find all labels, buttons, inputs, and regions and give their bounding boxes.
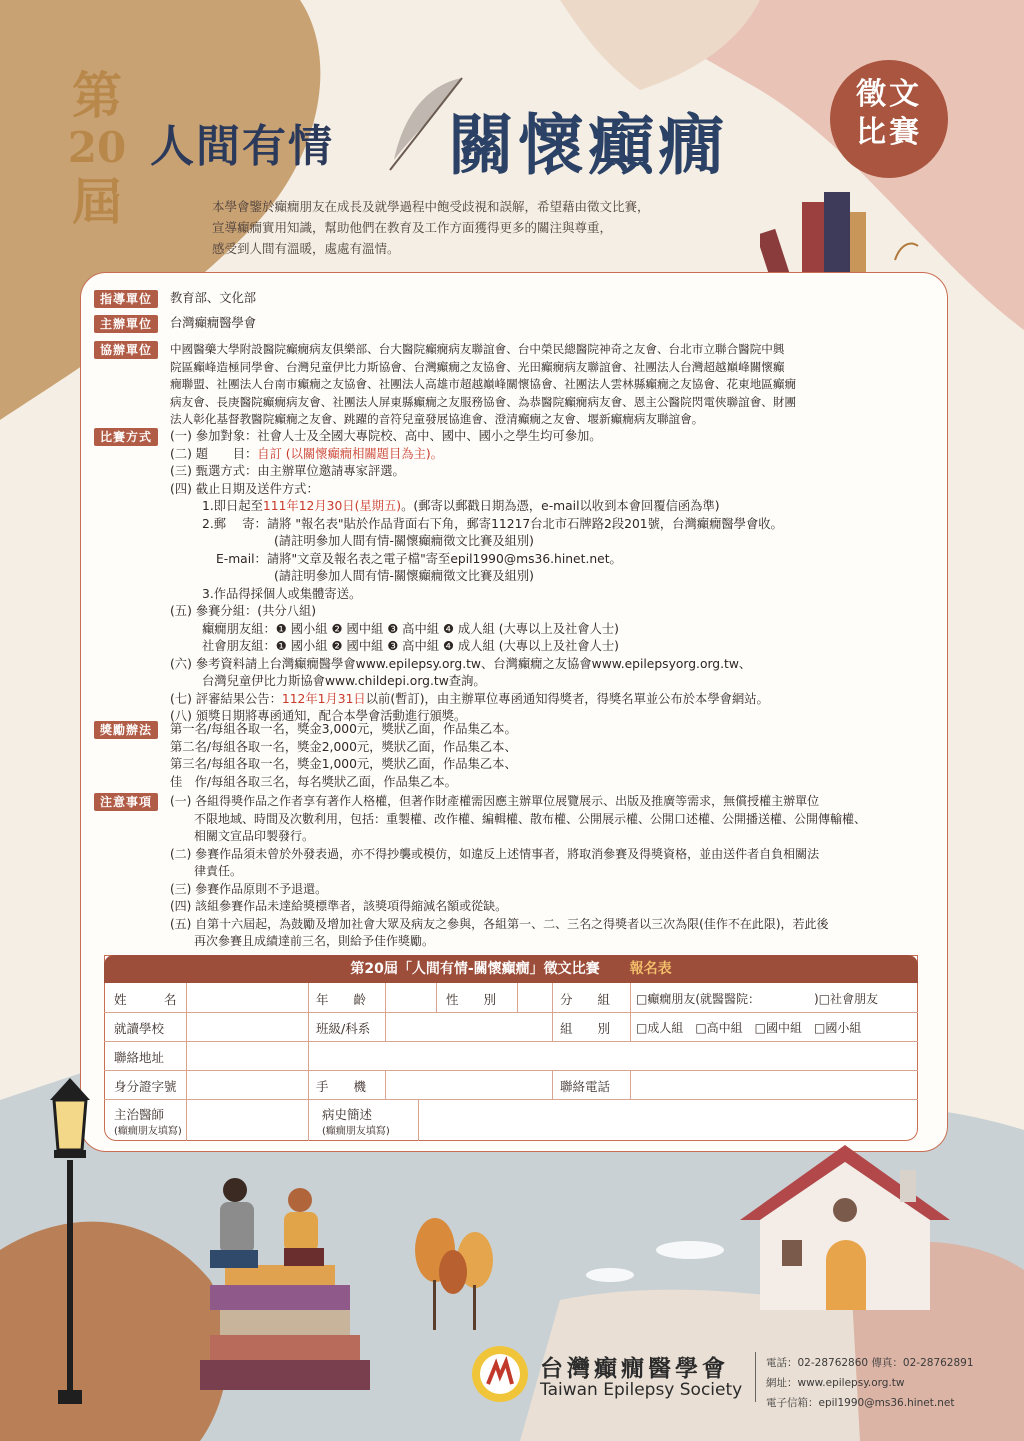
form-divider (186, 983, 187, 1141)
phone-label: 聯絡電話 (560, 1079, 611, 1094)
society-logo (470, 1344, 530, 1404)
name-label: 姓 名 (114, 992, 177, 1007)
notes-text (170, 793, 866, 951)
method-line (170, 446, 783, 464)
form-subtitle: 報名表 (629, 961, 672, 977)
method-topic: 自訂 (以關懷癲癇相關題目為主)。 (257, 446, 443, 461)
method-line: (五) 參賽分組：(共分八組) (170, 604, 317, 618)
contest-badge (830, 60, 948, 178)
form-divider (104, 1070, 918, 1071)
method-line: (請註明參加人間有情-關懷癲癇徵文比賽及組別) (274, 534, 534, 548)
host-label: 主辦單位 (94, 315, 158, 333)
deadline-prefix: 1.即日起至 (202, 499, 263, 513)
intro-line: 感受到人間有溫暖，處處有溫情。 (212, 241, 400, 256)
org-name-en: Taiwan Epilepsy Society (540, 1380, 743, 1400)
group-label: 分 組 (560, 992, 611, 1007)
title-part-1: 人間有情 (150, 121, 334, 172)
notes-line: (二) 參賽作品須未曾於外發表過，亦不得抄襲或模仿，如違反上述情事者，將取消參賽及得獎資格，並由送件者自負相關法 (170, 846, 820, 861)
guide-text: 教育部、文化部 (170, 291, 257, 305)
method-line: (請註明參加人間有情-關懷癲癇徵文比賽及組別) (274, 569, 534, 583)
method-topic-label: (二) 題 目： (170, 446, 258, 461)
co-line: 病友會、長庚醫院癲癇病友會、社團法人屏東縣癲癇之友服務協會、為恭醫院癲癇病友會、恩主公醫院閃電俠聯誼會、財團 (170, 394, 797, 409)
edition-char-2: 屆 (72, 171, 122, 231)
award-line: 第一名/每組各取一名，獎金3,000元，獎狀乙面，作品集乙本。 (170, 722, 517, 736)
group-options[interactable]: □癲癇朋友(就醫醫院： )□社會朋友 (636, 992, 879, 1006)
co-line: 院區癲峰造極同學會、台灣兒童伊比力斯協會、台灣癲癇之友協會、光田癲癇病友聯誼會、社團法人台灣超越巔峰關懷癲 (170, 359, 785, 374)
org-name-cn: 台灣癲癇醫學會 (540, 1356, 729, 1382)
contact-phone: 電話：02-28762860 傳真：02-28762891 (766, 1357, 974, 1369)
guide-label: 指導單位 (94, 290, 158, 308)
edition-label (62, 66, 132, 231)
method-label: 比賽方式 (94, 428, 158, 446)
form-divider (418, 1099, 419, 1141)
contact-email[interactable]: 電子信箱：epil1990@ms36.hinet.net (766, 1397, 955, 1409)
notes-line: (五) 自第十六屆起，為鼓勵及增加社會大眾及病友之參與，各組第一、二、三名之得獎者以三次為限(佳作不在此限)，若此後 (170, 916, 829, 931)
form-divider (436, 983, 437, 1012)
method-line: 3.作品得採個人或集體寄送。 (202, 586, 362, 601)
result-suffix: 以前(暫訂)，由主辦單位專函通知得獎者，得獎名單並公布於本學會網站。 (365, 691, 769, 706)
street-lamp-illustration (40, 1070, 100, 1410)
notes-line: 相關文宣品印製發行。 (170, 829, 315, 843)
form-divider (104, 1041, 918, 1042)
school-label: 就讀學校 (114, 1021, 165, 1036)
footer-divider (755, 1352, 756, 1402)
method-line: (四) 截止日期及送件方式： (170, 481, 319, 496)
intro-line: 宣導癲癇實用知識，幫助他們在教育及工作方面獲得更多的關注與尊重， (212, 220, 613, 235)
badge-line-2: 比賽 (856, 114, 922, 150)
method-line (170, 498, 783, 516)
intro-text (212, 196, 772, 259)
host-text: 台灣癲癇醫學會 (170, 316, 257, 330)
award-text (170, 721, 517, 791)
age-label: 年 齡 (316, 992, 367, 1007)
method-line: E-mail：請將"文章及報名表之電子檔"寄至epil1990@ms36.hinet.net。 (216, 551, 622, 566)
trees-illustration (405, 1210, 505, 1330)
form-divider (517, 983, 518, 1012)
result-date: 112年1月31日 (281, 691, 366, 706)
award-line: 第三名/每組各取一名，獎金1,000元，獎狀乙面，作品集乙本、 (170, 757, 517, 771)
history-note: (癲癇朋友填寫) (322, 1126, 390, 1137)
contact-info (766, 1353, 974, 1413)
doctor-label: 主治醫師 (114, 1107, 165, 1122)
form-divider (104, 1012, 918, 1013)
award-line: 第二名/每組各取一名，獎金2,000元，獎狀乙面，作品集乙本、 (170, 739, 517, 754)
history-label: 病史簡述 (322, 1107, 373, 1122)
method-line: (一) 參加對象：社會人士及全國大專院校、高中、國中、國小之學生均可參加。 (170, 429, 602, 443)
notes-line: (三) 參賽作品原則不予退還。 (170, 881, 328, 896)
edition-char-1: 第 (72, 66, 122, 125)
edition-number: 20 (67, 123, 127, 172)
level-label: 組 別 (560, 1021, 611, 1036)
form-divider (630, 1070, 631, 1099)
method-text (170, 428, 783, 726)
house-illustration (730, 1140, 960, 1320)
form-divider (385, 983, 386, 1041)
form-title: 第20屆「人間有情-關懷癲癇」徵文比賽 (350, 961, 600, 977)
readers-illustration (180, 1170, 400, 1400)
co-text (170, 341, 796, 429)
id-label: 身分證字號 (114, 1079, 177, 1094)
award-label: 獎勵辦法 (94, 721, 158, 739)
badge-line-1: 徵文 (856, 77, 922, 112)
contact-website[interactable]: 網址：www.epilepsy.org.tw (766, 1377, 905, 1389)
notes-line: 律責任。 (170, 864, 243, 878)
title-part-2: 關懷癲癇 (448, 106, 728, 184)
form-divider (552, 1070, 553, 1099)
co-label: 協辦單位 (94, 341, 158, 359)
dept-label: 班級/科系 (316, 1021, 371, 1036)
deadline-date: 111年12月30日(星期五) (262, 499, 402, 513)
method-line (170, 691, 783, 709)
form-divider (385, 1070, 386, 1099)
co-line: 中國醫藥大學附設醫院癲癇病友俱樂部、台大醫院癲癇病友聯誼會、台中榮民總醫院神奇之友會、台北市立聯合醫院中興 (170, 342, 785, 356)
method-line: 台灣兒童伊比力斯協會www.childepi.org.tw查詢。 (202, 674, 486, 688)
notes-line: 再次參賽且成績達前三名，則給予佳作獎勵。 (170, 934, 435, 948)
intro-line: 本學會鑒於癲癇朋友在成長及就學過程中飽受歧視和誤解，希望藉由徵文比賽， (212, 199, 650, 214)
form-divider (630, 983, 631, 1041)
notes-line: (一) 各組得獎作品之作者享有著作人格權，但著作財產權需因應主辦單位展覽展示、出版及推廣等需求，無償授權主辦單位 (170, 794, 820, 808)
doctor-note: (癲癇朋友填寫) (114, 1126, 182, 1137)
award-line: 佳 作/每組各取三名，每名獎狀乙面，作品集乙本。 (170, 774, 457, 789)
co-line: 癇聯盟、社團法人台南市癲癇之友協會、社團法人高雄市超越巔峰關懷協會、社團法人雲林縣癲癇之友協會、花東地區癲癇 (170, 377, 797, 391)
method-line: (三) 甄選方式：由主辦單位邀請專家評選。 (170, 464, 405, 478)
notes-label: 注意事項 (94, 793, 158, 811)
form-divider (552, 983, 553, 1041)
method-line: (八) 頒獎日期將專函通知，配合本學會活動進行頒獎。 (170, 709, 467, 723)
deadline-suffix: 。(郵寄以郵戳日期為憑，e-mail以收到本會回覆信函為準) (401, 499, 720, 513)
notes-line: (四) 該組參賽作品未達給獎標準者，該獎項得縮減名額或從缺。 (170, 899, 508, 913)
co-line: 法人彰化基督教醫院癲癇之友會、跳躍的音符兒童發展協進會、澄清癲癇之友會、堰新癲癇病友聯誼會。 (170, 412, 704, 426)
gender-label: 性 別 (446, 992, 497, 1007)
method-line: 2.郵 寄：請將 "報名表"貼於作品背面右下角，郵寄11217台北市石牌路2段201號，台灣癲癇醫學會收。 (202, 516, 783, 531)
form-divider (104, 1099, 918, 1100)
form-divider (308, 983, 309, 1141)
method-line: 癲癇朋友組：❶ 國小組 ❷ 國中組 ❸ 高中組 ❹ 成人組 (大專以上及社會人士) (202, 621, 619, 636)
method-line: (六) 參考資料請上台灣癲癇醫學會www.epilepsy.org.tw、台灣癲癇之友協會www.epilepsyorg.org.tw、 (170, 656, 752, 671)
result-prefix: (七) 評審結果公告： (170, 691, 282, 706)
form-header (104, 955, 918, 983)
method-line: 社會朋友組：❶ 國小組 ❷ 國中組 ❸ 高中組 ❹ 成人組 (大專以上及社會人士) (202, 639, 619, 653)
level-options[interactable]: □成人組 □高中組 □國中組 □國小組 (636, 1021, 862, 1035)
notes-line: 不限地域、時間及次數利用，包括：重製權、改作權、編輯權、散布權、公開展示權、公開口述權、公開播送權、公開傳輸權、 (170, 811, 867, 826)
address-label: 聯絡地址 (114, 1050, 165, 1065)
mobile-label: 手 機 (316, 1079, 367, 1094)
